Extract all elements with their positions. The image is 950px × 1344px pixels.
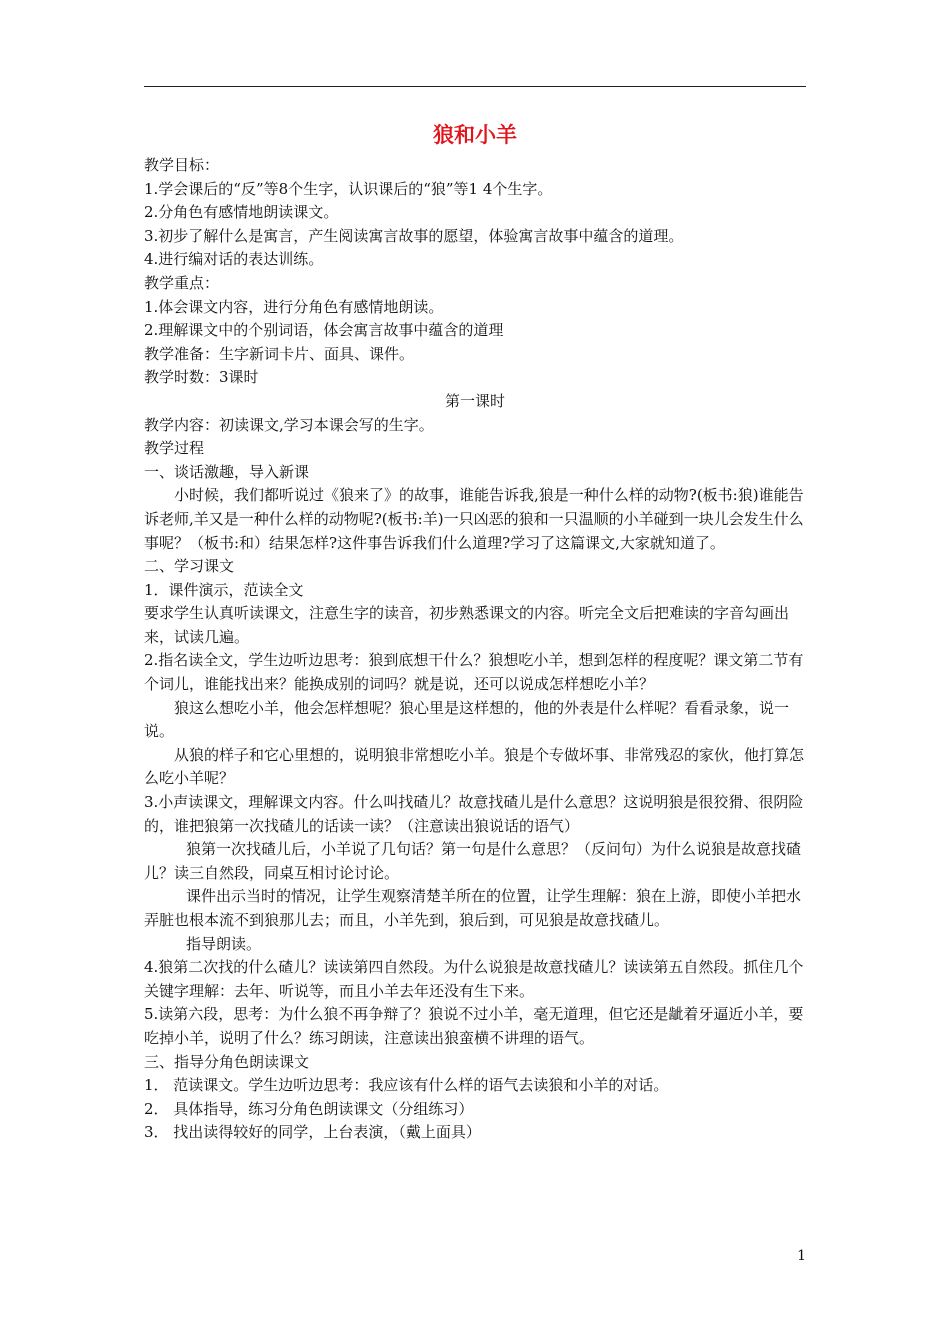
paragraph: 小时候，我们都听说过《狼来了》的故事，谁能告诉我,狼是一种什么样的动物?(板书:狼)谁能告诉老师,羊又是一种什么样的动物呢?(板书:羊)一只凶恶的狼和一只温顺的小羊碰到一块儿会发生什么事呢？（板书:和）结果怎样?这件事告诉我们什么道理?学习了这篇课文,大家就知道了。 bbox=[144, 486, 804, 552]
list-item: 1． 范读课文。学生边听边思考：我应该有什么样的语气去读狼和小羊的对话。 bbox=[144, 1076, 669, 1095]
objective-item: 4.进行编对话的表达训练。 bbox=[144, 250, 324, 269]
step-heading: 1．课件演示，范读全文 bbox=[144, 580, 304, 599]
paragraph: 狼第一次找碴儿后，小羊说了几句话？第一句是什么意思？（反问句）为什么说狼是故意找碴儿？读三自然段，同桌互相讨论讨论。 bbox=[144, 840, 802, 882]
paragraph: 要求学生认真听读课文，注意生字的读音，初步熟悉课文的内容。听完全文后把难读的字音勾画出来，试读几遍。 bbox=[144, 604, 790, 646]
page-number: 1 bbox=[797, 1248, 806, 1264]
paragraph: 2.指名读全文，学生边听边思考：狼到底想干什么？狼想吃小羊，想到怎样的程度呢？课文第二节有个词儿，谁能找出来？能换成别的词吗？就是说，还可以说成怎样想吃小羊？ bbox=[144, 651, 804, 694]
paragraph: 课件出示当时的情况，让学生观察清楚羊所在的位置，让学生理解：狼在上游，即使小羊把水弄脏也根本流不到狼那儿去；而且，小羊先到，狼后到，可见狼是故意找碴儿。 bbox=[144, 887, 802, 929]
section-heading: 一、谈话激趣，导入新课 bbox=[144, 462, 310, 481]
objectives-heading: 教学目标： bbox=[144, 156, 220, 174]
lesson-heading: 第一课时 bbox=[444, 391, 505, 410]
paragraph: 5.读第六段，思考：为什么狼不再争辩了？狼说不过小羊，毫无道理，但它还是龇着牙逼近小羊，要吃掉小羊，说明了什么？练习朗读，注意读出狼蛮横不讲理的语气。 bbox=[144, 1005, 804, 1047]
preparation-text: 教学准备：生字新词卡片、面具、课件。 bbox=[144, 344, 415, 363]
document-body bbox=[144, 118, 806, 1145]
list-item: 2． 具体指导，练习分角色朗读课文（分组练习） bbox=[144, 1099, 474, 1118]
key-point-item: 1.体会课文内容，进行分角色有感情地朗读。 bbox=[144, 297, 444, 316]
key-point-item: 2.理解课文中的个别词语，体会寓言故事中蕴含的道理 bbox=[144, 321, 504, 340]
paragraph: 狼这么想吃小羊，他会怎样想呢？狼心里是这样想的，他的外表是什么样呢？看看录象，说一说。 bbox=[144, 698, 790, 741]
section-heading: 二、学习课文 bbox=[144, 557, 235, 576]
objective-item: 1.学会课后的“反”等8个生字，认识课后的“狼”等1 4个生字。 bbox=[144, 179, 553, 198]
header-rule bbox=[144, 86, 806, 87]
objective-item: 2.分角色有感情地朗读课文。 bbox=[144, 203, 339, 222]
objective-item: 3.初步了解什么是寓言，产生阅读寓言故事的愿望，体验寓言故事中蕴含的道理。 bbox=[144, 226, 684, 245]
lesson-content-text: 教学内容：初读课文,学习本课会写的生字。 bbox=[144, 415, 434, 434]
document-title: 狼和小羊 bbox=[433, 122, 517, 147]
paragraph: 指导朗读。 bbox=[186, 934, 262, 953]
paragraph: 3.小声读课文，理解课文内容。什么叫找碴儿？故意找碴儿是什么意思？这说明狼是很狡猾、很阴险的，谁把狼第一次找碴儿的话读一读？（注意读出狼说话的语气） bbox=[144, 793, 804, 835]
key-points-heading: 教学重点： bbox=[144, 273, 220, 292]
paragraph: 4.狼第二次找的什么碴儿？读读第四自然段。为什么说狼是故意找碴儿？读读第五自然段。抓住几个关键字理解：去年、听说等，而且小羊去年还没有生下来。 bbox=[144, 958, 804, 1000]
list-item: 3． 找出读得较好的同学，上台表演，（戴上面具） bbox=[144, 1123, 481, 1142]
paragraph: 从狼的样子和它心里想的，说明狼非常想吃小羊。狼是个专做坏事、非常残忍的家伙，他打算怎么吃小羊呢？ bbox=[144, 745, 805, 788]
process-heading: 教学过程 bbox=[144, 439, 205, 458]
section-heading: 三、指导分角色朗读课文 bbox=[144, 1052, 310, 1071]
hours-text: 教学时数：3课时 bbox=[144, 368, 259, 387]
